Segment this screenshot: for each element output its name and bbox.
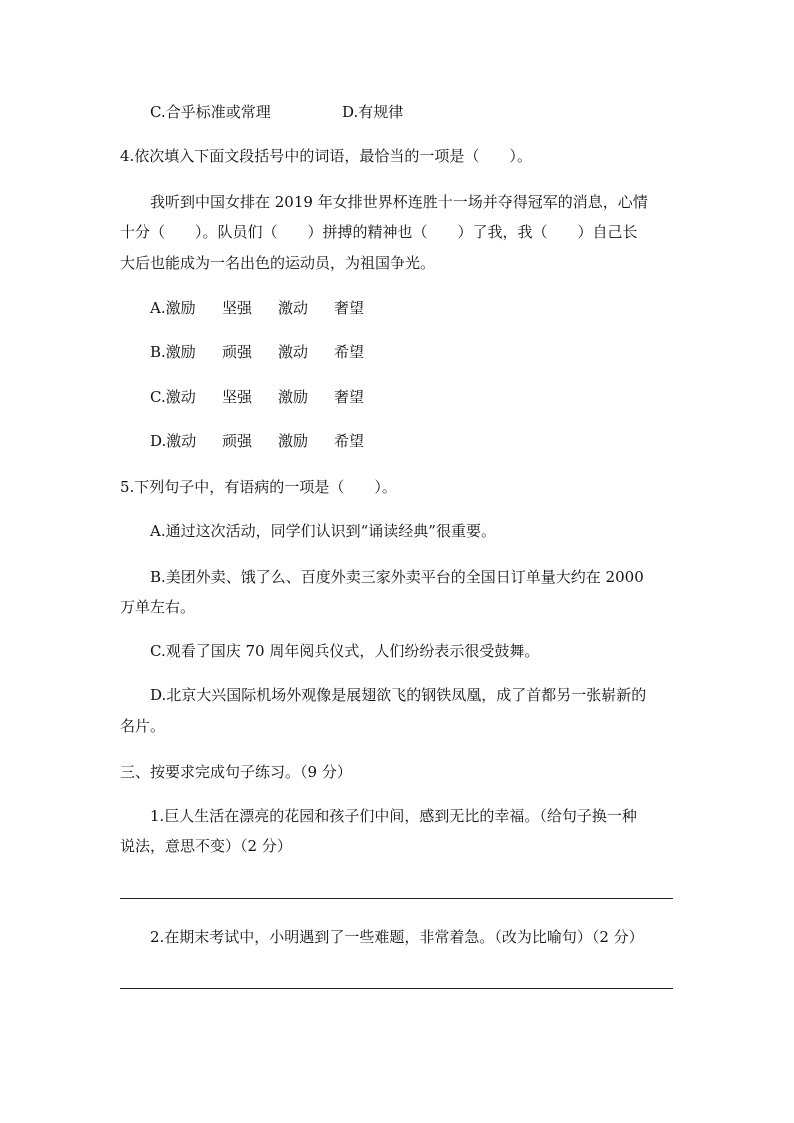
answer-line-1[interactable]: [120, 898, 673, 899]
question-4-para-line-1: 我听到中国女排在 2019 年女排世界杯连胜十一场并夺得冠军的消息，心情: [150, 193, 648, 211]
question-5-stem: 5.下列句子中，有语病的一项是（ ）。: [120, 478, 397, 496]
option-word: 激动: [278, 343, 309, 361]
option-word: 奢望: [334, 388, 365, 406]
option-word: 希望: [334, 432, 365, 450]
section-3-q2: 2.在期末考试中，小明遇到了一些难题，非常着急。（改为比喻句）（2 分）: [150, 928, 644, 946]
option-c: C.合乎标准或常理: [150, 103, 271, 121]
section-3-title: 三、按要求完成句子练习。（9 分）: [120, 763, 352, 781]
option-word: 顽强: [222, 343, 253, 361]
section-3-q1-line-1: 1.巨人生活在漂亮的花园和孩子们中间，感到无比的幸福。（给句子换一种: [150, 807, 637, 825]
option-word: 希望: [334, 343, 365, 361]
question-5-option-b-line-2: 万单左右。: [120, 598, 196, 616]
question-5-option-b-line-1: B.美团外卖、饿了么、百度外卖三家外卖平台的全国日订单量大约在 2000: [150, 568, 644, 586]
option-word: D.激动: [150, 432, 197, 450]
section-3-q1-line-2: 说法，意思不变）（2 分）: [120, 837, 292, 855]
question-5-option-d-line-2: 名片。: [120, 717, 166, 735]
option-word: 奢望: [334, 299, 365, 317]
option-word: 激励: [278, 432, 309, 450]
question-5-option-c: C.观看了国庆 70 周年阅兵仪式，人们纷纷表示很受鼓舞。: [150, 642, 540, 660]
option-word: A.激励: [150, 299, 196, 317]
question-4-stem: 4.依次填入下面文段括号中的词语，最恰当的一项是（ ）。: [120, 147, 532, 165]
question-5-option-d-line-1: D.北京大兴国际机场外观像是展翅欲飞的钢铁凤凰，成了首都另一张崭新的: [150, 686, 647, 704]
option-word: 坚强: [222, 299, 253, 317]
option-d: D.有规律: [342, 103, 404, 121]
option-word: 激动: [278, 299, 309, 317]
question-5-option-a: A.通过这次活动，同学们认识到“诵读经典”很重要。: [150, 522, 496, 540]
option-word: 坚强: [222, 388, 253, 406]
option-word: 激励: [278, 388, 309, 406]
question-4-para-line-2: 十分（ ）。队员们（ ）拼搏的精神也（ ）了我，我（ ）自己长: [120, 223, 638, 241]
option-word: 顽强: [222, 432, 253, 450]
answer-line-2[interactable]: [120, 988, 673, 989]
option-word: C.激动: [150, 388, 196, 406]
question-4-para-line-3: 大后也能成为一名出色的运动员，为祖国争光。: [120, 254, 436, 272]
option-word: B.激励: [150, 343, 196, 361]
